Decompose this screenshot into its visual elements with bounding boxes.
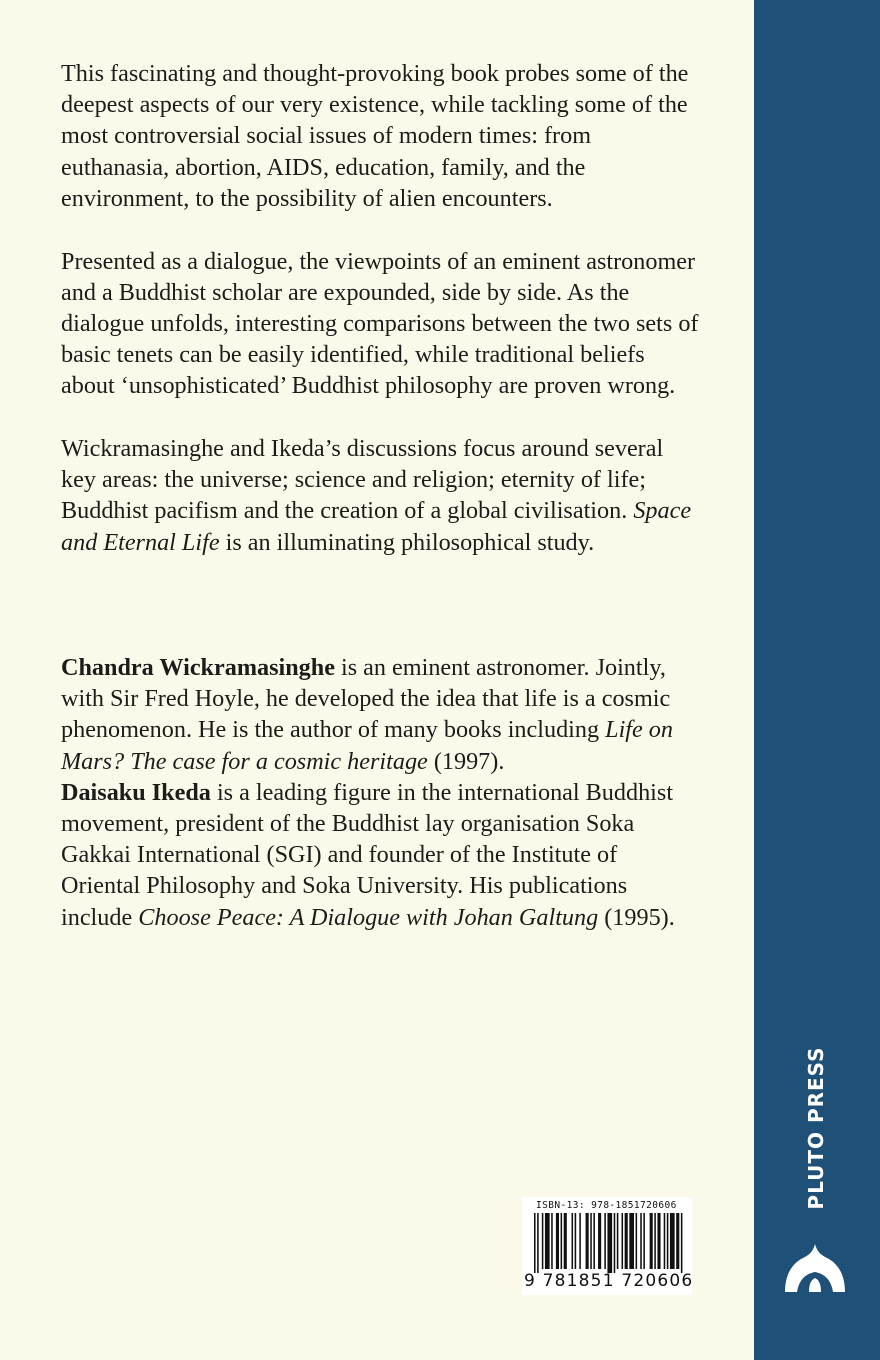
- barcode-bar: [586, 1213, 589, 1269]
- barcode-bar: [629, 1213, 634, 1269]
- barcode-bar: [670, 1213, 675, 1269]
- barcode-bar: [604, 1213, 606, 1269]
- barcode-bar: [676, 1213, 679, 1269]
- barcode-bar: [545, 1213, 550, 1269]
- isbn-label: ISBN-13: 978-1851720606: [536, 1200, 677, 1211]
- book-title: Space and Eternal Life: [61, 497, 692, 556]
- author-bio-wickramasinghe: [61, 652, 701, 777]
- pluto-press-logo-icon: [783, 1238, 847, 1298]
- barcode-bars: [534, 1213, 684, 1273]
- barcode-bar: [625, 1213, 628, 1269]
- barcode-bar: [561, 1213, 563, 1269]
- blurb: [61, 58, 701, 589]
- isbn-digits: 9 781851 720606: [524, 1271, 694, 1291]
- barcode-bar: [564, 1213, 567, 1269]
- barcode-bar: [551, 1213, 553, 1269]
- barcode-bar: [664, 1213, 666, 1269]
- author-book-year-2: (1995).: [604, 903, 675, 931]
- barcode-bar: [614, 1213, 616, 1273]
- barcode-bar: [640, 1213, 642, 1269]
- barcode-bar: [681, 1213, 683, 1273]
- publisher-name: PLUTO PRESS: [804, 1046, 828, 1210]
- isbn-barcode: [522, 1197, 692, 1295]
- barcode-bar: [654, 1213, 656, 1269]
- blurb-text-3-tail: is an illuminating philosophical study.: [225, 528, 595, 556]
- author-book-2: Choose Peace: A Dialogue with Johan Galtung: [138, 903, 599, 931]
- blurb-text-1: This fascinating and thought-provoking book probes some of the deepest aspects of our very existence, while tackling some of the most controversial social issues of modern times: from euthanasia, abortion, AIDS, education, family, and the environment, to the possibility of alien encounters.: [61, 60, 689, 212]
- blurb-paragraph-1: [61, 58, 701, 214]
- barcode-bar: [542, 1213, 544, 1269]
- barcode-bar: [572, 1213, 574, 1269]
- author-bios: [61, 652, 701, 933]
- author-bio-text-2: is a leading figure in the international Buddhist movement, president of the Buddhist lay organisation Soka Gakkai International (SGI) and founder of the Institute of Oriental Philosophy and Soka University. His publications include: [61, 778, 674, 931]
- barcode-bar: [657, 1213, 660, 1269]
- author-name-ikeda: Daisaku Ikeda: [61, 778, 211, 806]
- barcode-bar: [607, 1213, 612, 1273]
- barcode-bar: [636, 1213, 638, 1269]
- author-book-year-1: (1997).: [433, 747, 505, 775]
- blurb-text-2: Presented as a dialogue, the viewpoints of an eminent astronomer and a Buddhist scholar are expounded, side by side. As the dialogue unfolds, interesting comparisons between the two sets of basic tenets can be easily identified, while traditional beliefs about ‘unsophisticated’ Buddhist philosophy are proven wrong.: [61, 247, 699, 400]
- barcode-bar: [667, 1213, 669, 1269]
- barcode-bar: [622, 1213, 624, 1269]
- barcode-bar: [575, 1213, 577, 1269]
- barcode-bar: [617, 1213, 619, 1269]
- author-name-wickramasinghe: Chandra Wickramasinghe: [61, 654, 335, 681]
- barcode-bar: [590, 1213, 592, 1269]
- barcode-bar: [598, 1213, 601, 1269]
- barcode-bar: [534, 1213, 536, 1273]
- barcode-bar: [643, 1213, 645, 1269]
- barcode-bar: [579, 1213, 581, 1269]
- author-bio-text-1: is an eminent astronomer. Jointly, with Sir Fred Hoyle, he developed the idea that life is a cosmic phenomenon. He is the author of many books including: [61, 654, 671, 744]
- blurb-paragraph-2: [61, 246, 701, 402]
- blurb-text-3: Wickramasinghe and Ikeda’s discussions focus around several key areas: the universe; science and religion; eternity of life; Buddhist pacifism and the creation of a global civilisation.: [61, 435, 664, 525]
- barcode-bar: [556, 1213, 559, 1269]
- blurb-paragraph-3: [61, 433, 701, 558]
- barcode-bar: [593, 1213, 595, 1269]
- author-book-1: Life on Mars? The case for a cosmic heritage: [61, 716, 673, 775]
- barcode-bar: [650, 1213, 653, 1269]
- barcode-bar: [537, 1213, 539, 1273]
- author-bio-ikeda: [61, 777, 701, 933]
